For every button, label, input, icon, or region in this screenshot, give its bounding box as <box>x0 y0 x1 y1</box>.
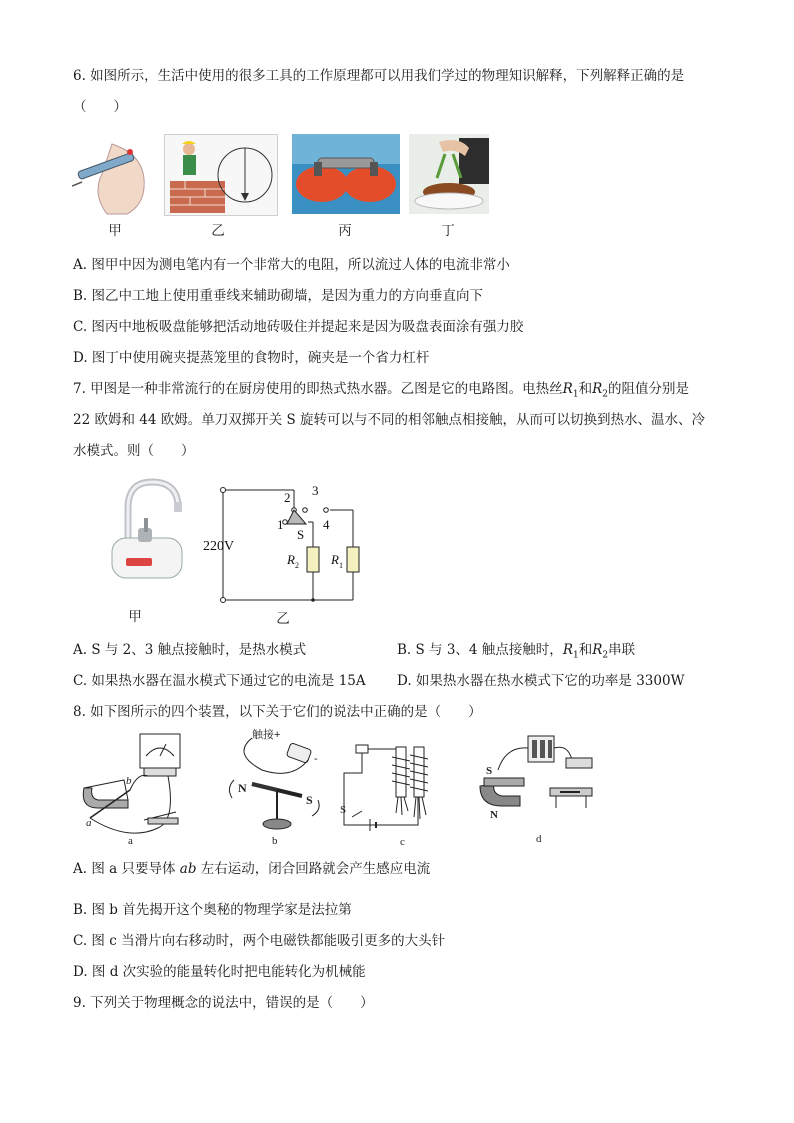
q7-stem-line3: 水模式。则（ ） <box>73 443 195 459</box>
svg-text:N: N <box>238 781 247 795</box>
q7-var-r1: R <box>562 381 573 397</box>
fig-a-label: a <box>128 835 133 847</box>
q7-optb-and: 和 <box>578 642 593 658</box>
q7-optb-part-a: B. S 与 3、4 触点接触时， <box>397 642 563 658</box>
q8-option-b: B. 图 b 首先揭开这个奥秘的物理学家是法拉第 <box>73 902 352 918</box>
q7-and: 和 <box>578 381 593 397</box>
circuit-voltage: 220V <box>203 539 235 554</box>
fig-c-label: c <box>400 836 405 847</box>
q7-var-r2-sub: 2 <box>602 389 608 400</box>
figure-b-oersted <box>222 724 332 848</box>
q9-stem: 9. 下列关于物理概念的说法中，错误的是（ ） <box>73 995 374 1011</box>
fig-b-label: b <box>272 835 278 847</box>
test-pen-figure <box>72 134 152 216</box>
r1-sub: 1 <box>339 561 343 570</box>
suction-cup-figure <box>292 134 400 214</box>
q7-var-r1-sub: 1 <box>572 389 579 400</box>
r2-label: R <box>287 552 295 567</box>
caption-ding: 丁 <box>441 223 455 239</box>
caption-jia: 甲 <box>108 223 122 239</box>
svg-text:S: S <box>306 793 313 807</box>
q7-optb-r2: R <box>592 642 603 658</box>
caption-q7-yi: 乙 <box>276 611 290 627</box>
switch-label: S <box>297 527 305 542</box>
q7-var-r2: R <box>592 381 603 397</box>
caption-bing: 丙 <box>338 223 352 239</box>
svg-text:S: S <box>486 765 493 777</box>
figure-c-electromagnet <box>334 737 454 847</box>
bowl-clamp-figure <box>409 134 489 214</box>
caption-yi: 乙 <box>211 223 225 239</box>
q7-stem-part-b: 的阻值分别是 <box>607 381 689 397</box>
svg-text:a: a <box>86 817 92 829</box>
svg-text:b: b <box>126 775 132 787</box>
q6-option-c: C. 图丙中地板吸盘能够把活动地砖吸住并提起来是因为吸盘表面涂有强力胶 <box>73 319 524 335</box>
q8-stem: 8. 如下图所示的四个装置，以下关于它们的说法中正确的是（ ） <box>73 704 482 720</box>
q6-stem: 6. 如图所示，生活中使用的很多工具的工作原理都可以用我们学过的物理知识解释，下列解释正确的是 <box>73 68 685 84</box>
q6-option-a: A. 图甲中因为测电笔内有一个非常大的电阻，所以流过人体的电流非常小 <box>73 257 510 273</box>
q7-option-b <box>397 640 635 666</box>
q8-option-c: C. 图 c 当滑片向右移动时，两个电磁铁都能吸引更多的大头针 <box>73 933 446 949</box>
circuit-diagram <box>198 480 368 610</box>
q8-option-d: D. 图 d 次实验的能量转化时把电能转化为机械能 <box>73 964 366 980</box>
q7-option-c: C. 如果热水器在温水模式下通过它的电流是 15A <box>73 673 366 689</box>
q8-opta-part-b: 左右运动，闭合回路就会产生感应电流 <box>200 861 431 877</box>
q7-optb-r1: R <box>562 642 573 658</box>
figure-d-motor <box>476 730 604 848</box>
q7-stem-line1 <box>73 379 689 405</box>
svg-text:S: S <box>340 804 347 816</box>
q7-optb-part-b: 串联 <box>608 642 636 658</box>
contact-4: 4 <box>323 517 330 532</box>
contact-2: 2 <box>284 490 291 505</box>
svg-text:-: - <box>314 753 318 765</box>
r2-sub: 2 <box>295 561 299 570</box>
q7-stem-part-a: 7. 甲图是一种非常流行的在厨房使用的即热式热水器。乙图是它的电路图。电热丝 <box>73 381 563 397</box>
water-heater-figure <box>86 478 186 584</box>
q8-opta-part-a: A. 图 a 只要导体 <box>73 861 176 877</box>
q7-optb-r1-sub: 1 <box>572 650 579 661</box>
r1-label: R <box>331 552 339 567</box>
fig-b-contact-text: 触接+ <box>252 729 281 741</box>
contact-3: 3 <box>312 483 319 498</box>
svg-text:N: N <box>490 809 498 821</box>
q6-option-d: D. 图丁中使用碗夹提蒸笼里的食物时，碗夹是一个省力杠杆 <box>73 350 430 366</box>
caption-q7-jia: 甲 <box>128 609 142 625</box>
contact-1: 1 <box>277 517 284 532</box>
q7-stem-line2: 22 欧姆和 44 欧姆。单刀双掷开关 S 旋转可以与不同的相邻触点相接触，从而可以切换到热水、温水、冷 <box>73 412 706 428</box>
plumb-line-figure <box>164 134 278 216</box>
fig-d-label: d <box>536 833 542 845</box>
q7-option-a: A. S 与 2、3 触点接触时，是热水模式 <box>73 642 307 658</box>
q7-option-d: D. 如果热水器在热水模式下它的功率是 3300W <box>397 673 685 689</box>
figure-a-induction <box>78 732 188 848</box>
q8-opta-var: ab <box>179 861 197 877</box>
q8-option-a <box>73 859 430 879</box>
q6-option-b: B. 图乙中工地上使用重垂线来辅助砌墙，是因为重力的方向垂直向下 <box>73 288 484 304</box>
q7-optb-r2-sub: 2 <box>602 650 609 661</box>
q6-paren: （ ） <box>73 99 127 115</box>
